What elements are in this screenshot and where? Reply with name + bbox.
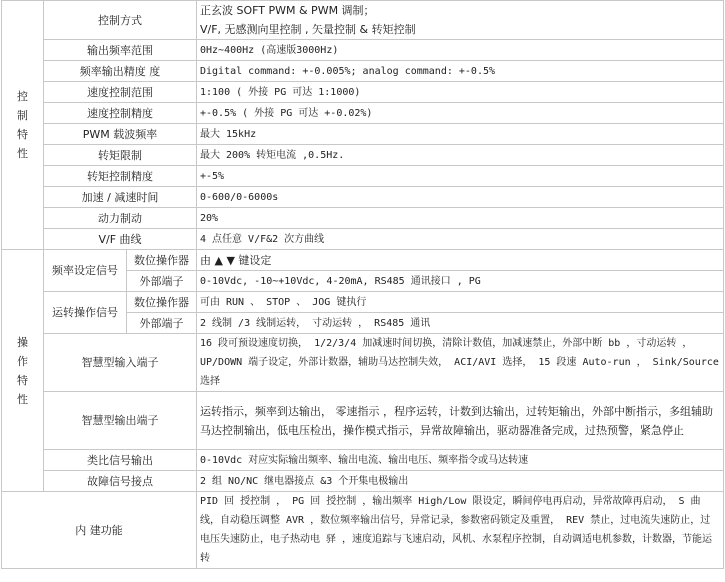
table-row [2, 450, 724, 471]
spec-label: PWM 载波频率 [44, 124, 197, 145]
spec-label: 转矩控制精度 [44, 166, 197, 187]
table-row [2, 82, 724, 103]
spec-value: 由 ▲ ▼ 键设定 [197, 250, 724, 271]
spec-value: 1:100 ( 外接 PG 可达 1:1000) [197, 82, 724, 103]
spec-value: +-5% [197, 166, 724, 187]
category-control [2, 1, 44, 250]
table-row [2, 208, 724, 229]
spec-label: 转矩限制 [44, 145, 197, 166]
table-row [2, 492, 724, 569]
spec-value: 正玄波 SOFT PWM & PWM 调制； V/F, 无感测向里控制 , 矢量控制 & 转矩控制 [197, 1, 724, 40]
table-row [2, 229, 724, 250]
category-char: 特 [17, 373, 28, 387]
spec-value: 0-10Vdc, -10~+10Vdc, 4-20mA, RS485 通讯接口 , PG [197, 271, 724, 292]
table-row [2, 124, 724, 145]
spec-value: 4 点任意 V/F&2 次方曲线 [197, 229, 724, 250]
spec-label: 类比信号输出 [44, 450, 197, 471]
table-row [2, 187, 724, 208]
spec-label: 智慧型输入端子 [44, 334, 197, 392]
category-char: 作 [17, 354, 28, 368]
table-row [2, 166, 724, 187]
spec-label: 输出频率范围 [44, 40, 197, 61]
spec-value: 最大 15kHz [197, 124, 724, 145]
table-row [2, 103, 724, 124]
category-char: 性 [17, 392, 28, 406]
run-signal-label: 运转操作信号 [44, 292, 127, 334]
spec-value: 运转指示，频率到达输出， 零速指示 ，程序运转，计数到达输出，过转矩输出，外部中断指示，多组辅助马达控制输出，低电压检出，操作模式指示，异常故障输出，驱动器准备完成，过热预警，紧急停止 [197, 392, 724, 450]
spec-table [1, 0, 724, 569]
spec-value: 2 线制 /3 线制运转， 寸动运转 ， RS485 通讯 [197, 313, 724, 334]
spec-label: 速度控制精度 [44, 103, 197, 124]
category-char: 操 [17, 335, 28, 349]
table-row [2, 471, 724, 492]
sub-label: 数位操作器 [127, 250, 197, 271]
builtin-label: 内 建功能 [2, 492, 197, 569]
table-row [2, 40, 724, 61]
category-char: 控 [17, 90, 28, 103]
builtin-value: PID 回 授控制 ， PG 回 授控制 ，输出频率 High/Low 限设定，瞬间停电再启动，异常故障再启动， S 曲线，自动稳压调整 AVR ，数位频率输出信号，异常记录，参数密码锁定及重置， REV 禁止，过电流失速防止，过电压失速防止，电子热动电 驿 ，速度追踪与飞速启动，风机、水泵程序控制，自动调适电机参数，计数器，节能运转 [197, 492, 724, 569]
spec-value: +-0.5% ( 外接 PG 可达 +-0.02%) [197, 103, 724, 124]
spec-label: 速度控制范围 [44, 82, 197, 103]
spec-value: Digital command: +-0.005%; analog command: +-0.5% [197, 61, 724, 82]
spec-value: 最大 200% 转矩电流 ,0.5Hz. [197, 145, 724, 166]
spec-label: 频率输出精度 度 [44, 61, 197, 82]
category-char: 制 [17, 109, 28, 122]
sub-label: 外部端子 [127, 271, 197, 292]
category-char: 特 [17, 128, 28, 141]
table-row [2, 292, 724, 313]
spec-value: 可由 RUN 、 STOP 、 JOG 键执行 [197, 292, 724, 313]
table-row [2, 250, 724, 271]
spec-value: 2 组 NO/NC 继电器接点 &3 个开集电极输出 [197, 471, 724, 492]
table-row [2, 1, 724, 40]
spec-label: V/F 曲线 [44, 229, 197, 250]
spec-label: 故障信号接点 [44, 471, 197, 492]
spec-value: 0Hz~400Hz (高速版3000Hz) [197, 40, 724, 61]
sub-label: 数位操作器 [127, 292, 197, 313]
category-char: 性 [17, 147, 28, 160]
spec-value: 16 段可预设速度切换， 1/2/3/4 加减速时间切换，清除计数值，加减速禁止，外部中断 bb ，寸动运转 ， UP/DOWN 端子设定，外部计数器，辅助马达控制失效， ACI/AVI 选择， 15 段速 Auto-run ， Sink/Source 选择 [197, 334, 724, 392]
spec-label: 加速 / 减速时间 [44, 187, 197, 208]
spec-label: 控制方式 [44, 1, 197, 40]
category-operation [2, 250, 44, 492]
spec-value: 20% [197, 208, 724, 229]
spec-value: 0-600/0-6000s [197, 187, 724, 208]
table-row [2, 392, 724, 450]
table-row [2, 334, 724, 392]
table-row [2, 145, 724, 166]
spec-value: 0-10Vdc 对应实际输出频率、输出电流、输出电压、频率指令或马达转速 [197, 450, 724, 471]
sub-label: 外部端子 [127, 313, 197, 334]
table-row [2, 61, 724, 82]
spec-label: 动力制动 [44, 208, 197, 229]
freq-signal-label: 频率设定信号 [44, 250, 127, 292]
spec-label: 智慧型输出端子 [44, 392, 197, 450]
